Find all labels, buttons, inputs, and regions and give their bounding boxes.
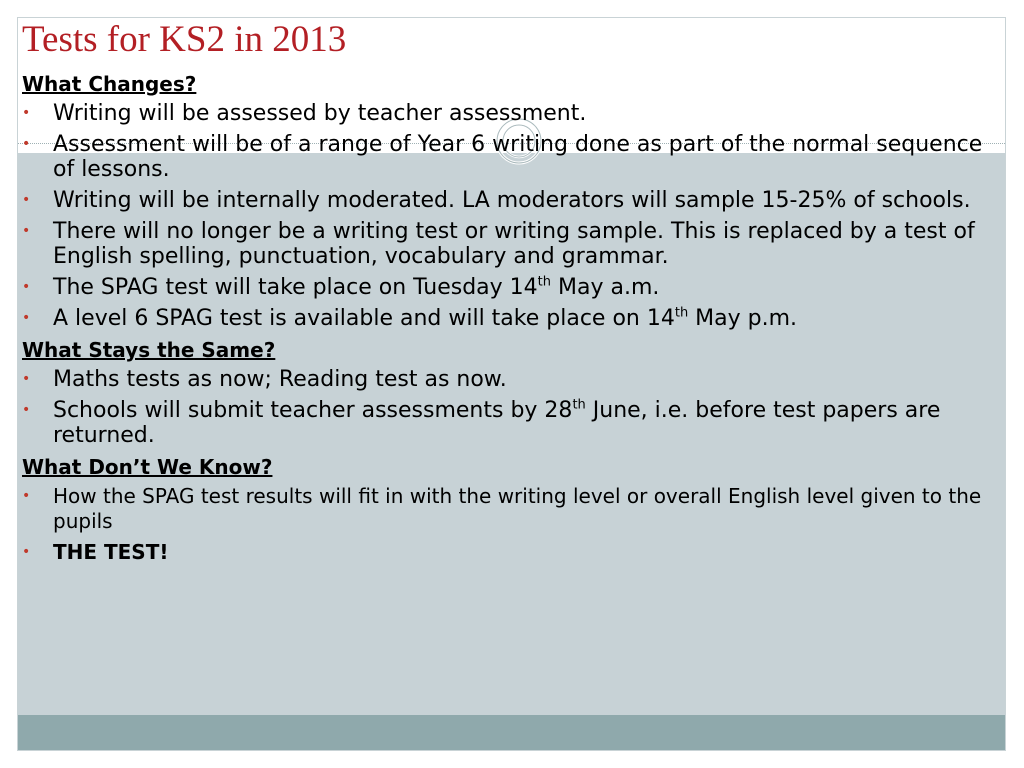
list-item [22, 101, 987, 126]
list-item-text: There will no longer be a writing test or writing sample. This is replaced by a test of English spelling, punctuation, vocabulary and grammar. [53, 219, 975, 269]
list-item [22, 484, 987, 534]
list-item-text-start: Schools will submit teacher assessments by 28 [53, 398, 573, 423]
bullet-icon: • [22, 402, 31, 418]
list-item [22, 275, 987, 300]
bullet-icon: • [22, 310, 31, 326]
list-item-text: How the SPAG test results will fit in with the writing level or overall English level given to the pupils [53, 484, 982, 533]
list-item-text: Assessment will be of a range of Year 6 writing done as part of the normal sequence of lessons. [53, 132, 983, 182]
list-item-text: THE TEST! [53, 540, 169, 564]
list-item-text: Writing will be internally moderated. LA moderators will sample 15-25% of schools. [53, 188, 971, 213]
bullet-icon: • [22, 488, 31, 504]
what-stays-the-same-list [22, 367, 987, 448]
section-heading-what-changes: What Changes? [22, 72, 197, 96]
slide-content [22, 71, 987, 571]
list-item [22, 188, 987, 213]
list-item [22, 367, 987, 392]
what-changes-list [22, 101, 987, 331]
what-dont-we-know-list [22, 484, 987, 565]
list-item-text-end: June, i.e. before test papers are returned. [53, 398, 941, 448]
list-item [22, 219, 987, 269]
list-item-text: Maths tests as now; Reading test as now. [53, 367, 507, 392]
bullet-icon: • [22, 371, 31, 387]
list-item [22, 306, 987, 331]
bullet-icon: • [22, 105, 31, 121]
bullet-icon: • [22, 136, 31, 152]
section-heading-what-stays-the-same: What Stays the Same? [22, 338, 276, 362]
slide-title: Tests for KS2 in 2013 [22, 19, 347, 60]
bullet-icon: • [22, 544, 31, 560]
ordinal-suffix: th [674, 305, 689, 321]
list-item-text-end: May a.m. [551, 275, 660, 300]
footer-band [18, 715, 1005, 751]
bullet-icon: • [22, 223, 31, 239]
bullet-icon: • [22, 192, 31, 208]
list-item-text-end: May p.m. [688, 306, 798, 331]
section-heading-what-dont-we-know: What Don’t We Know? [22, 455, 273, 479]
list-item [22, 540, 987, 565]
ordinal-suffix: th [537, 274, 552, 290]
ordinal-suffix: th [572, 397, 586, 413]
list-item-text-start: A level 6 SPAG test is available and will take place on 14 [53, 306, 675, 331]
list-item [22, 132, 987, 182]
list-item [22, 398, 987, 448]
list-item-text: Writing will be assessed by teacher assessment. [53, 101, 587, 126]
list-item-text-start: The SPAG test will take place on Tuesday 14 [53, 275, 538, 300]
bullet-icon: • [22, 279, 31, 295]
